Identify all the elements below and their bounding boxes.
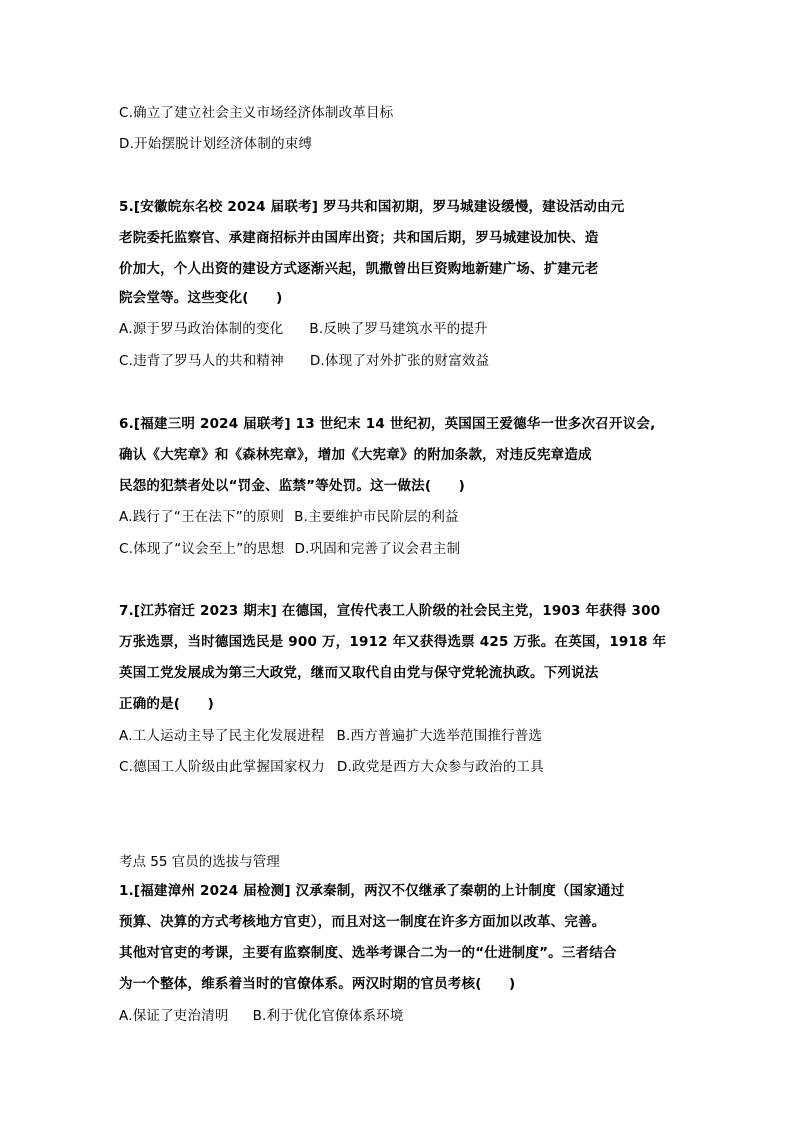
- q5-stem-line-4: 院会堂等。这些变化( ): [119, 290, 283, 306]
- q5-stem-line-3: 价加大，个人出资的建设方式逐渐兴起，凯撒曾出巨资购地新建广场、扩建元老: [119, 261, 599, 277]
- q6-stem-line-3: 民怨的犯禁者处以“罚金、监禁”等处罚。这一做法( ): [119, 478, 465, 494]
- s1-stem-line-1: 1.[福建漳州 2024 届检测] 汉承秦制，两汉不仅继承了秦朝的上计制度（国家通过: [119, 883, 625, 899]
- section-title: 考点 55 官员的选拔与管理: [119, 854, 280, 870]
- q7-stem-line-3: 英国工党发展成为第三大政党，继而又取代自由党与保守党轮流执政。下列说法: [119, 665, 599, 681]
- q7-option-b: B.西方普遍扩大选举范围推行普选: [336, 728, 543, 744]
- q7-options-ab: [119, 726, 542, 746]
- prev-option-c: C.确立了建立社会主义市场经济体制改革目标: [119, 105, 394, 121]
- s1-option-b: B.利于优化官僚体系环境: [252, 1008, 404, 1024]
- q6-option-d: D.巩固和完善了议会君主制: [294, 541, 461, 557]
- q6-option-b: B.主要维护市民阶层的利益: [294, 509, 459, 525]
- s1-option-a: A.保证了吏治清明: [119, 1008, 229, 1024]
- q5-option-d: D.体现了对外扩张的财富效益: [309, 353, 490, 369]
- q7-options-cd: [119, 757, 544, 777]
- q7-option-c: C.德国工人阶级由此掌握国家权力: [119, 759, 325, 775]
- q7-stem-line-4: 正确的是( ): [119, 696, 214, 712]
- q6-options-cd: [119, 539, 460, 559]
- q6-stem-line-1: 6.[福建三明 2024 届联考] 13 世纪末 14 世纪初，英国国王爱德华一世多次召开议会,: [119, 416, 656, 432]
- s1-options-ab: [119, 1006, 404, 1026]
- s1-stem-line-4: 为一个整体，维系着当时的官僚体系。两汉时期的官员考核( ): [119, 976, 516, 992]
- s1-stem-line-2: 预算、决算的方式考核地方官吏），而且对这一制度在许多方面加以改革、完善。: [119, 914, 606, 930]
- q7-stem-line-1: 7.[江苏宿迁 2023 期末] 在德国，宣传代表工人阶级的社会民主党，1903 年获得 300: [119, 603, 661, 619]
- q6-options-ab: [119, 507, 459, 527]
- q6-option-a: A.践行了“王在法下”的原则: [119, 509, 285, 525]
- q7-stem-line-2: 万张选票，当时德国选民是 900 万，1912 年又获得选票 425 万张。在英国，1918 年: [119, 634, 667, 650]
- q7-option-a: A.工人运动主导了民主化发展进程: [119, 728, 325, 744]
- q5-option-c: C.违背了罗马人的共和精神: [119, 353, 284, 369]
- q5-option-a: A.源于罗马政治体制的变化: [119, 321, 284, 337]
- prev-option-d: D.开始摆脱计划经济体制的束缚: [119, 136, 313, 152]
- q6-option-c: C.体现了“议会至上”的思想: [119, 541, 285, 557]
- q5-options-ab: [119, 319, 488, 339]
- q5-option-b: B.反映了罗马建筑水平的提升: [309, 321, 488, 337]
- q6-stem-line-2: 确认《大宪章》和《森林宪章》，增加《大宪章》的附加条款，对违反宪章造成: [119, 447, 592, 463]
- q5-stem-line-2: 老院委托监察官、承建商招标并由国库出资；共和国后期，罗马城建设加快、造: [119, 230, 599, 246]
- q7-option-d: D.政党是西方大众参与政治的工具: [336, 759, 544, 775]
- s1-stem-line-3: 其他对官吏的考课，主要有监察制度、选举考课合二为一的“仕进制度”。三者结合: [119, 945, 617, 961]
- q5-options-cd: [119, 351, 489, 371]
- q5-stem-line-1: 5.[安徽皖东名校 2024 届联考] 罗马共和国初期，罗马城建设缓慢，建设活动由元: [119, 199, 625, 215]
